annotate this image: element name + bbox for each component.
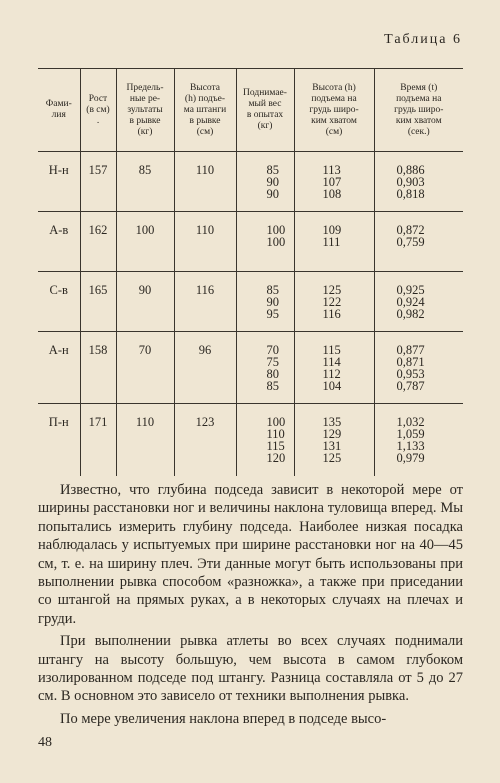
cell-clean-times-value: 0,886 bbox=[396, 163, 425, 177]
cell-clean-heights-value: 111 bbox=[322, 235, 341, 249]
cell-clean-times-value: 1,059 bbox=[396, 427, 425, 441]
cell-clean-times-value: 0,871 bbox=[396, 355, 425, 369]
paragraph: По мере увеличения наклона вперед в подседе высо- bbox=[60, 710, 387, 727]
cell-result: 90 bbox=[116, 272, 174, 332]
cell-weights-value: 90 bbox=[266, 187, 279, 201]
table-row bbox=[38, 212, 463, 272]
cell-clean-times-value: 0,924 bbox=[396, 295, 425, 309]
cell-clean-times-value: 0,787 bbox=[396, 379, 425, 393]
cell-clean-times-value: 1,032 bbox=[396, 415, 425, 429]
cell-weights-value: 85 bbox=[266, 163, 279, 177]
cell-name: А-н bbox=[48, 343, 69, 357]
cell-height: 162 bbox=[80, 212, 116, 272]
table-row bbox=[38, 404, 463, 476]
column-header: Поднимае- мый вес в опытах (кг) bbox=[236, 69, 294, 152]
table-row bbox=[38, 332, 463, 404]
cell-clean-heights bbox=[294, 332, 374, 404]
cell-clean-times-value: 0,979 bbox=[396, 451, 425, 465]
cell-clean-heights-value: 107 bbox=[322, 175, 342, 189]
cell-clean-heights-value: 116 bbox=[322, 307, 341, 321]
cell-name: Н-н bbox=[48, 163, 69, 177]
cell-weights-value: 95 bbox=[266, 307, 279, 321]
cell-result: 100 bbox=[116, 212, 174, 272]
cell-clean-times bbox=[374, 212, 463, 272]
column-header: Время (t) подъема на грудь широ- ким хватом (сек.) bbox=[374, 69, 463, 152]
cell-clean-heights bbox=[294, 212, 374, 272]
cell-clean-heights-value: 129 bbox=[322, 427, 342, 441]
table-caption: Таблица 6 bbox=[384, 32, 462, 47]
cell-clean-times-value: 1,133 bbox=[396, 439, 425, 453]
cell-result: 85 bbox=[116, 152, 174, 212]
paragraph: Известно, что глубина подседа зависит в некоторой мере от ширины расстановки ног и величины наклона туловища вперед. Мы попытались измерить глубину подседа. Наиболее низкая посадка наблюдалась у испытуемых при ширине расстановки ног на 40—45 см, т. е. на ширину плеч. Эти данные могут быть использованы при выполнении рывка способом «разножка», а также при приседании со штангой на прямых руках, а в некоторых случаях на плечах и груди. bbox=[38, 482, 463, 627]
cell-clean-heights-value: 122 bbox=[322, 295, 342, 309]
page-number: 48 bbox=[38, 735, 52, 750]
cell-clean-heights bbox=[294, 272, 374, 332]
cell-weights bbox=[236, 212, 294, 272]
column-header: Высота (h) подъема на грудь широ- ким хватом (см) bbox=[294, 69, 374, 152]
cell-clean-times-value: 0,872 bbox=[396, 223, 425, 237]
cell-clean-heights-value: 115 bbox=[322, 343, 341, 357]
cell-clean-times bbox=[374, 332, 463, 404]
cell-weights-value: 115 bbox=[266, 439, 285, 453]
cell-weights-value: 75 bbox=[266, 355, 279, 369]
cell-clean-times-value: 0,953 bbox=[396, 367, 425, 381]
cell-lift-height: 110 bbox=[174, 152, 236, 212]
cell-clean-times-value: 0,925 bbox=[396, 283, 425, 297]
cell-clean-heights-value: 108 bbox=[322, 187, 342, 201]
table-body bbox=[38, 152, 463, 476]
cell-clean-heights bbox=[294, 152, 374, 212]
cell-weights-value: 90 bbox=[266, 175, 279, 189]
cell-clean-heights-value: 112 bbox=[322, 367, 341, 381]
cell-result: 110 bbox=[116, 404, 174, 476]
column-header: Предель- ные ре- зультаты в рывке (кг) bbox=[116, 69, 174, 152]
cell-weights-value: 100 bbox=[266, 415, 286, 429]
cell-clean-times-value: 0,903 bbox=[396, 175, 425, 189]
cell-clean-times-value: 0,877 bbox=[396, 343, 425, 357]
cell-height: 157 bbox=[80, 152, 116, 212]
body-text bbox=[38, 481, 463, 732]
cell-lift-height: 123 bbox=[174, 404, 236, 476]
cell-clean-times bbox=[374, 272, 463, 332]
cell-height: 171 bbox=[80, 404, 116, 476]
cell-clean-times-value: 0,982 bbox=[396, 307, 425, 321]
cell-weights bbox=[236, 152, 294, 212]
cell-clean-times-value: 0,818 bbox=[396, 187, 425, 201]
cell-lift-height: 116 bbox=[174, 272, 236, 332]
cell-lift-height: 96 bbox=[174, 332, 236, 404]
cell-clean-heights-value: 104 bbox=[322, 379, 342, 393]
cell-clean-heights-value: 131 bbox=[322, 439, 342, 453]
cell-clean-heights-value: 114 bbox=[322, 355, 341, 369]
cell-name: А-в bbox=[49, 223, 69, 237]
cell-weights-value: 85 bbox=[266, 283, 279, 297]
cell-name: П-н bbox=[48, 415, 69, 429]
cell-height: 158 bbox=[80, 332, 116, 404]
table-header-row bbox=[38, 69, 463, 152]
cell-weights-value: 100 bbox=[266, 223, 286, 237]
cell-clean-heights-value: 125 bbox=[322, 451, 342, 465]
cell-clean-times bbox=[374, 404, 463, 476]
cell-clean-heights-value: 135 bbox=[322, 415, 342, 429]
cell-weights-value: 90 bbox=[266, 295, 279, 309]
table-row bbox=[38, 272, 463, 332]
data-table bbox=[38, 68, 463, 476]
column-header: Рост (в см) . bbox=[80, 69, 116, 152]
cell-name: С-в bbox=[49, 283, 68, 297]
cell-weights-value: 85 bbox=[266, 379, 279, 393]
cell-weights-value: 80 bbox=[266, 367, 279, 381]
cell-clean-times-value: 0,759 bbox=[396, 235, 425, 249]
cell-weights bbox=[236, 404, 294, 476]
cell-weights-value: 120 bbox=[266, 451, 286, 465]
cell-clean-heights-value: 125 bbox=[322, 283, 342, 297]
cell-clean-heights-value: 113 bbox=[322, 163, 341, 177]
cell-result: 70 bbox=[116, 332, 174, 404]
cell-clean-heights-value: 109 bbox=[322, 223, 342, 237]
cell-weights-value: 70 bbox=[266, 343, 279, 357]
paragraph: При выполнении рывка атлеты во всех случаях поднимали штангу на высоту большую, чем высота в самом глубоком изолированном подседе под штангу. Разница составляла от 5 до 27 см. В основном это зависело от техники выполнения рывка. bbox=[38, 633, 463, 705]
cell-lift-height: 110 bbox=[174, 212, 236, 272]
cell-weights-value: 100 bbox=[266, 235, 286, 249]
column-header: Фами- лия bbox=[38, 69, 80, 152]
cell-clean-times bbox=[374, 152, 463, 212]
cell-weights bbox=[236, 332, 294, 404]
cell-height: 165 bbox=[80, 272, 116, 332]
cell-weights bbox=[236, 272, 294, 332]
column-header: Высота (h) подъе- ма штанги в рывке (см) bbox=[174, 69, 236, 152]
cell-weights-value: 110 bbox=[266, 427, 285, 441]
cell-clean-heights bbox=[294, 404, 374, 476]
table-row bbox=[38, 152, 463, 212]
